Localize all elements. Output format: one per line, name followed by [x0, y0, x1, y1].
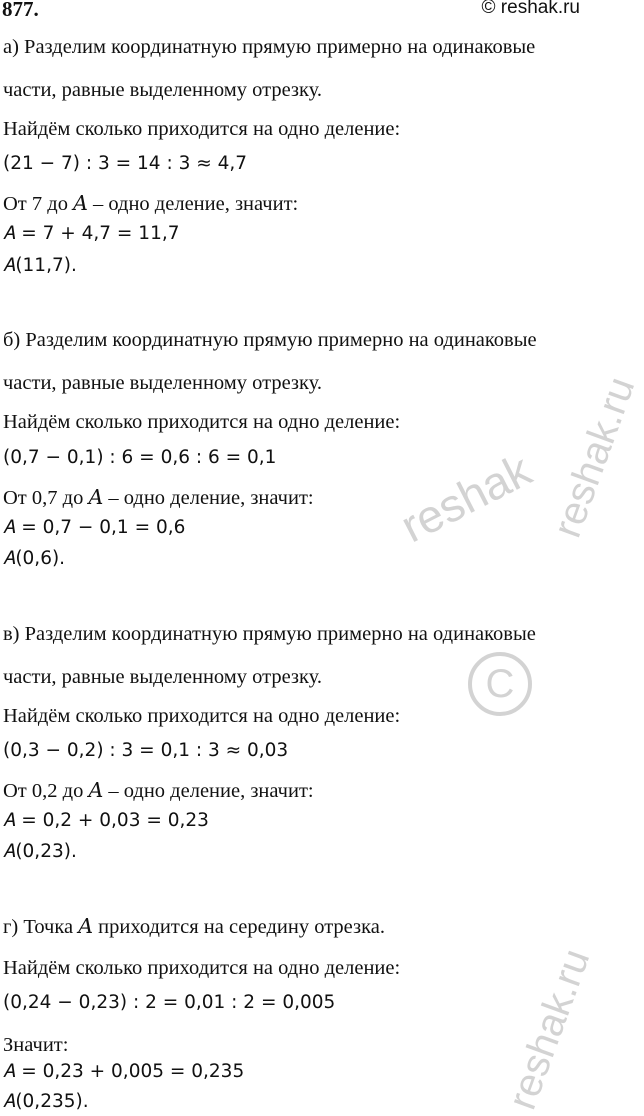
- section-g-calc: (0,24 − 0,23) : 2 = 0,01 : 2 = 0,005: [3, 992, 336, 1013]
- section-b-answer: 𝐴(0,6).: [3, 548, 66, 569]
- watermark-reshak-ru-bottom: reshak.ru: [500, 943, 599, 1116]
- section-g-from: Значит:: [3, 1034, 69, 1056]
- section-a-intro-line1: а) Разделим координатную прямую примерно на одинаковые: [3, 36, 536, 58]
- section-b-intro-line1: б) Разделим координатную прямую примерно на одинаковые: [3, 329, 537, 351]
- watermark-reshak: reshak: [392, 443, 540, 553]
- section-g-intro: г) Точка 𝐴 приходится на середину отрезка.: [3, 916, 385, 938]
- section-v-intro-line1: в) Разделим координатную прямую примерно на одинаковые: [3, 623, 536, 645]
- section-v-from: От 0,2 до 𝐴 – одно деление, значит:: [3, 780, 314, 802]
- section-v-intro-line2: части, равные выделенному отрезку.: [3, 666, 323, 688]
- section-a-find: Найдём сколько приходится на одно деление:: [3, 118, 401, 140]
- section-v-answer: 𝐴(0,23).: [3, 841, 77, 862]
- watermark-copyright-icon: C: [468, 652, 532, 716]
- section-v-eq: 𝐴 = 0,2 + 0,03 = 0,23: [3, 810, 209, 831]
- section-g-answer: 𝐴(0,235).: [3, 1091, 89, 1112]
- section-a-from: От 7 до 𝐴 – одно деление, значит:: [3, 193, 299, 215]
- site-credit: © reshak.ru: [481, 0, 580, 18]
- section-g-find: Найдём сколько приходится на одно деление:: [3, 957, 401, 979]
- section-a-calc: (21 − 7) : 3 = 14 : 3 ≈ 4,7: [3, 153, 248, 174]
- section-v-calc: (0,3 − 0,2) : 3 = 0,1 : 3 ≈ 0,03: [3, 740, 289, 761]
- section-v-find: Найдём сколько приходится на одно деление:: [3, 705, 401, 727]
- problem-number: 877.: [2, 0, 39, 21]
- section-g-eq: 𝐴 = 0,23 + 0,005 = 0,235: [3, 1061, 245, 1082]
- section-a-answer: 𝐴(11,7).: [3, 255, 77, 276]
- section-b-from: От 0,7 до 𝐴 – одно деление, значит:: [3, 487, 314, 509]
- section-b-find: Найдём сколько приходится на одно деление:: [3, 411, 401, 433]
- section-b-intro-line2: части, равные выделенному отрезку.: [3, 372, 323, 394]
- section-b-calc: (0,7 − 0,1) : 6 = 0,6 : 6 = 0,1: [3, 447, 277, 468]
- section-a-eq: 𝐴 = 7 + 4,7 = 11,7: [3, 223, 180, 244]
- section-b-eq: 𝐴 = 0,7 − 0,1 = 0,6: [3, 517, 186, 538]
- section-a-intro-line2: части, равные выделенному отрезку.: [3, 79, 323, 101]
- watermark-reshak-ru: reshak.ru: [545, 371, 644, 544]
